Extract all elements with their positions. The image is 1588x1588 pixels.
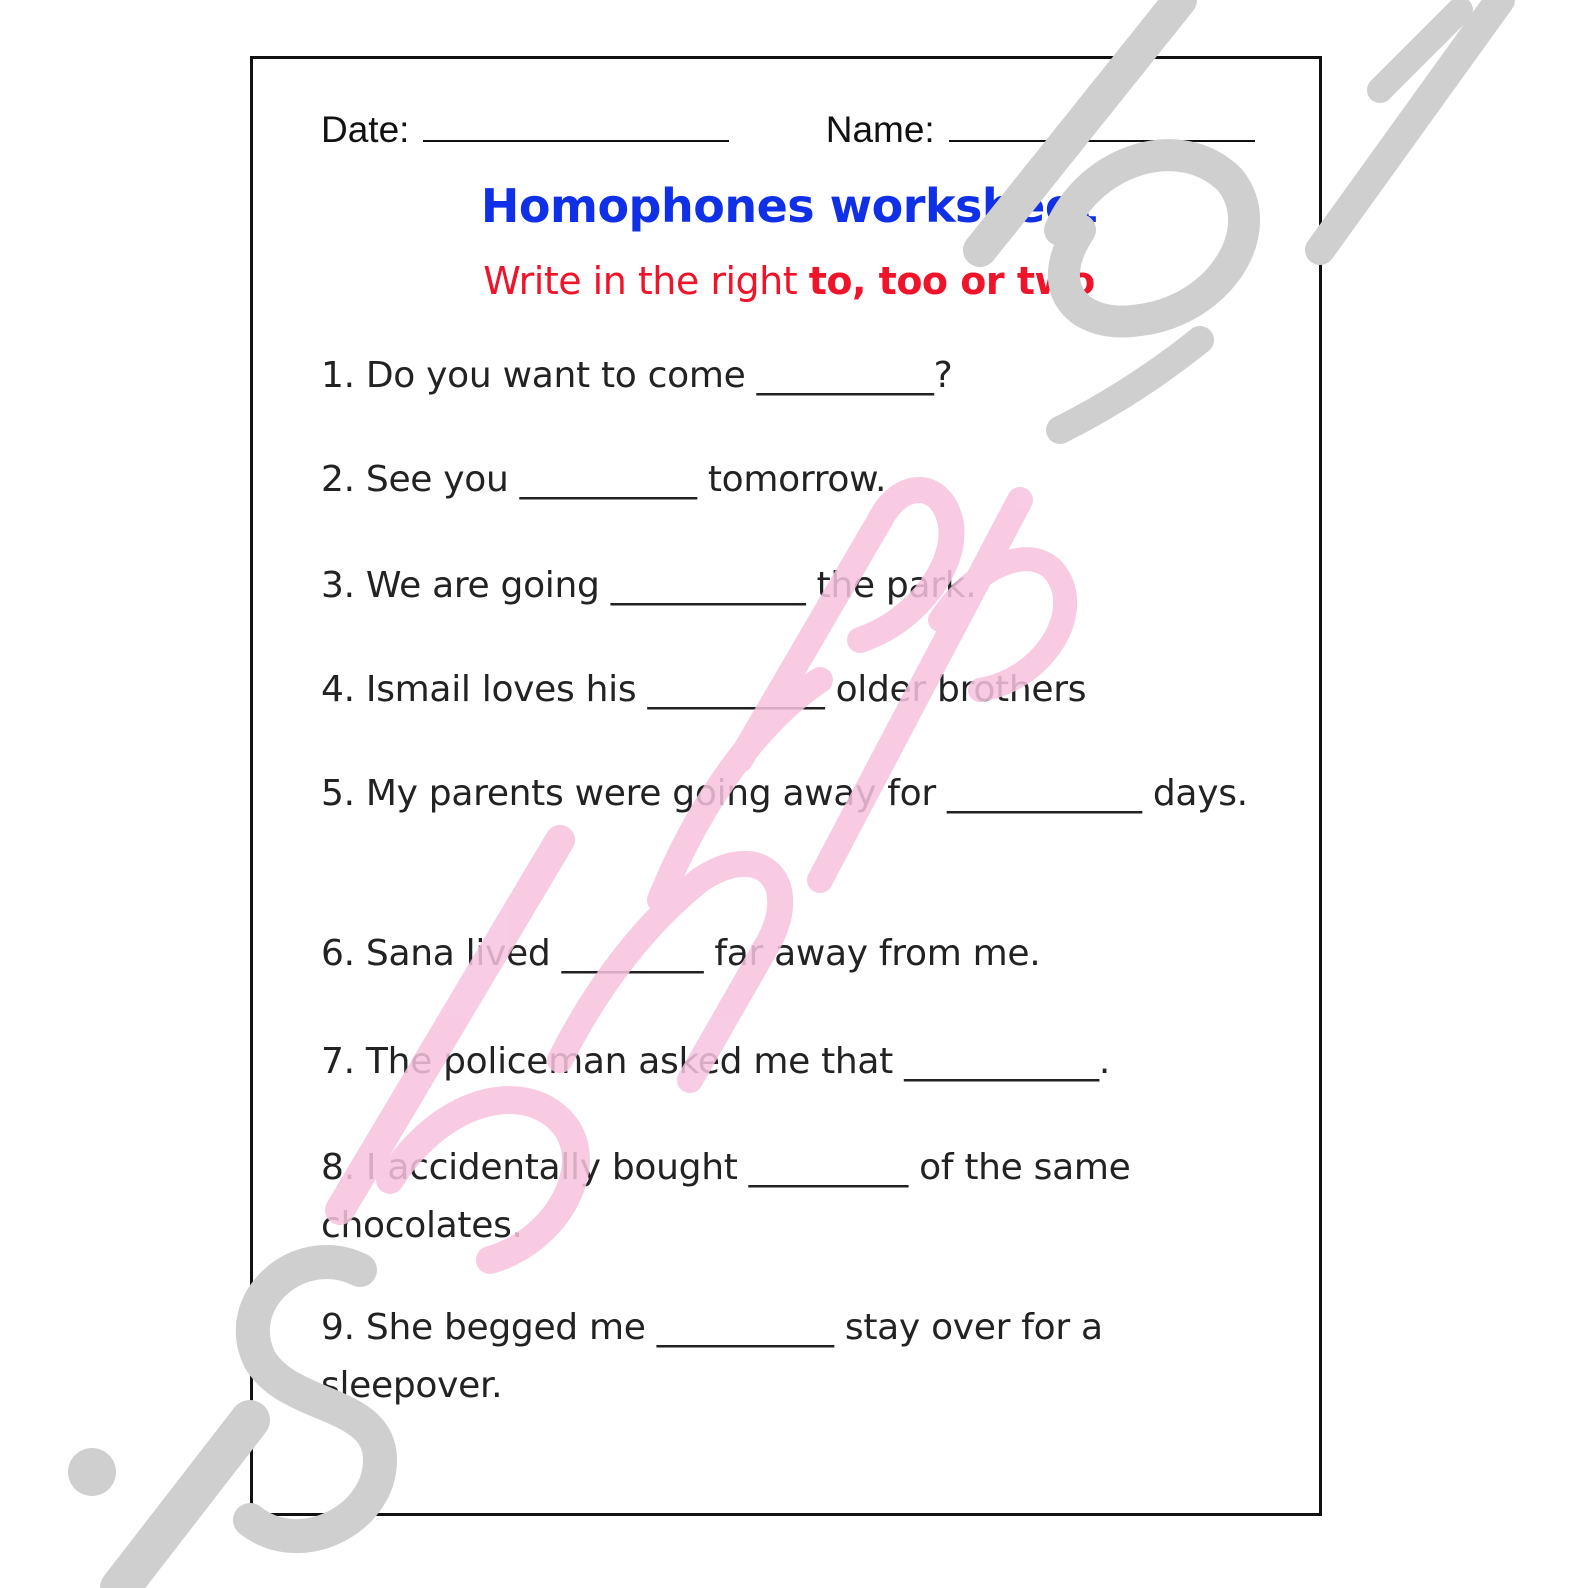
worksheet-instruction [253, 259, 1325, 303]
watermark-stroke [1320, 0, 1500, 250]
date-blank[interactable] [423, 110, 729, 142]
instruction-prefix: Write in the right [483, 259, 798, 303]
question-9: 9. She begged me __________ stay over for a sleepover. [321, 1307, 1103, 1406]
name-blank[interactable] [949, 110, 1255, 142]
question-7: 7. The policeman asked me that ___________. [321, 1041, 1110, 1082]
watermark-stroke [120, 1420, 250, 1588]
question-3: 3. We are going ___________ the park. [321, 565, 977, 606]
name-label: Name: [825, 109, 935, 150]
question-2: 2. See you __________ tomorrow. [321, 459, 887, 500]
date-label: Date: [321, 109, 410, 150]
question-4: 4. Ismail loves his __________ older brothers [321, 669, 1087, 710]
worksheet-title: Homophones worksheet [480, 179, 1098, 233]
watermark-stroke [1380, 10, 1460, 90]
watermark-dot [68, 1448, 116, 1496]
instruction-emphasis: to, too or two [808, 259, 1095, 303]
name-field [826, 109, 1255, 151]
worksheet-page [250, 56, 1322, 1516]
question-6: 6. Sana lived ________ far away from me. [321, 933, 1041, 974]
question-5: 5. My parents were going away for ___________ days. [321, 773, 1248, 814]
question-8: 8. I accidentally bought _________ of the same chocolates. [321, 1147, 1131, 1246]
header-row [321, 109, 1255, 151]
question-1: 1. Do you want to come __________? [321, 355, 953, 396]
